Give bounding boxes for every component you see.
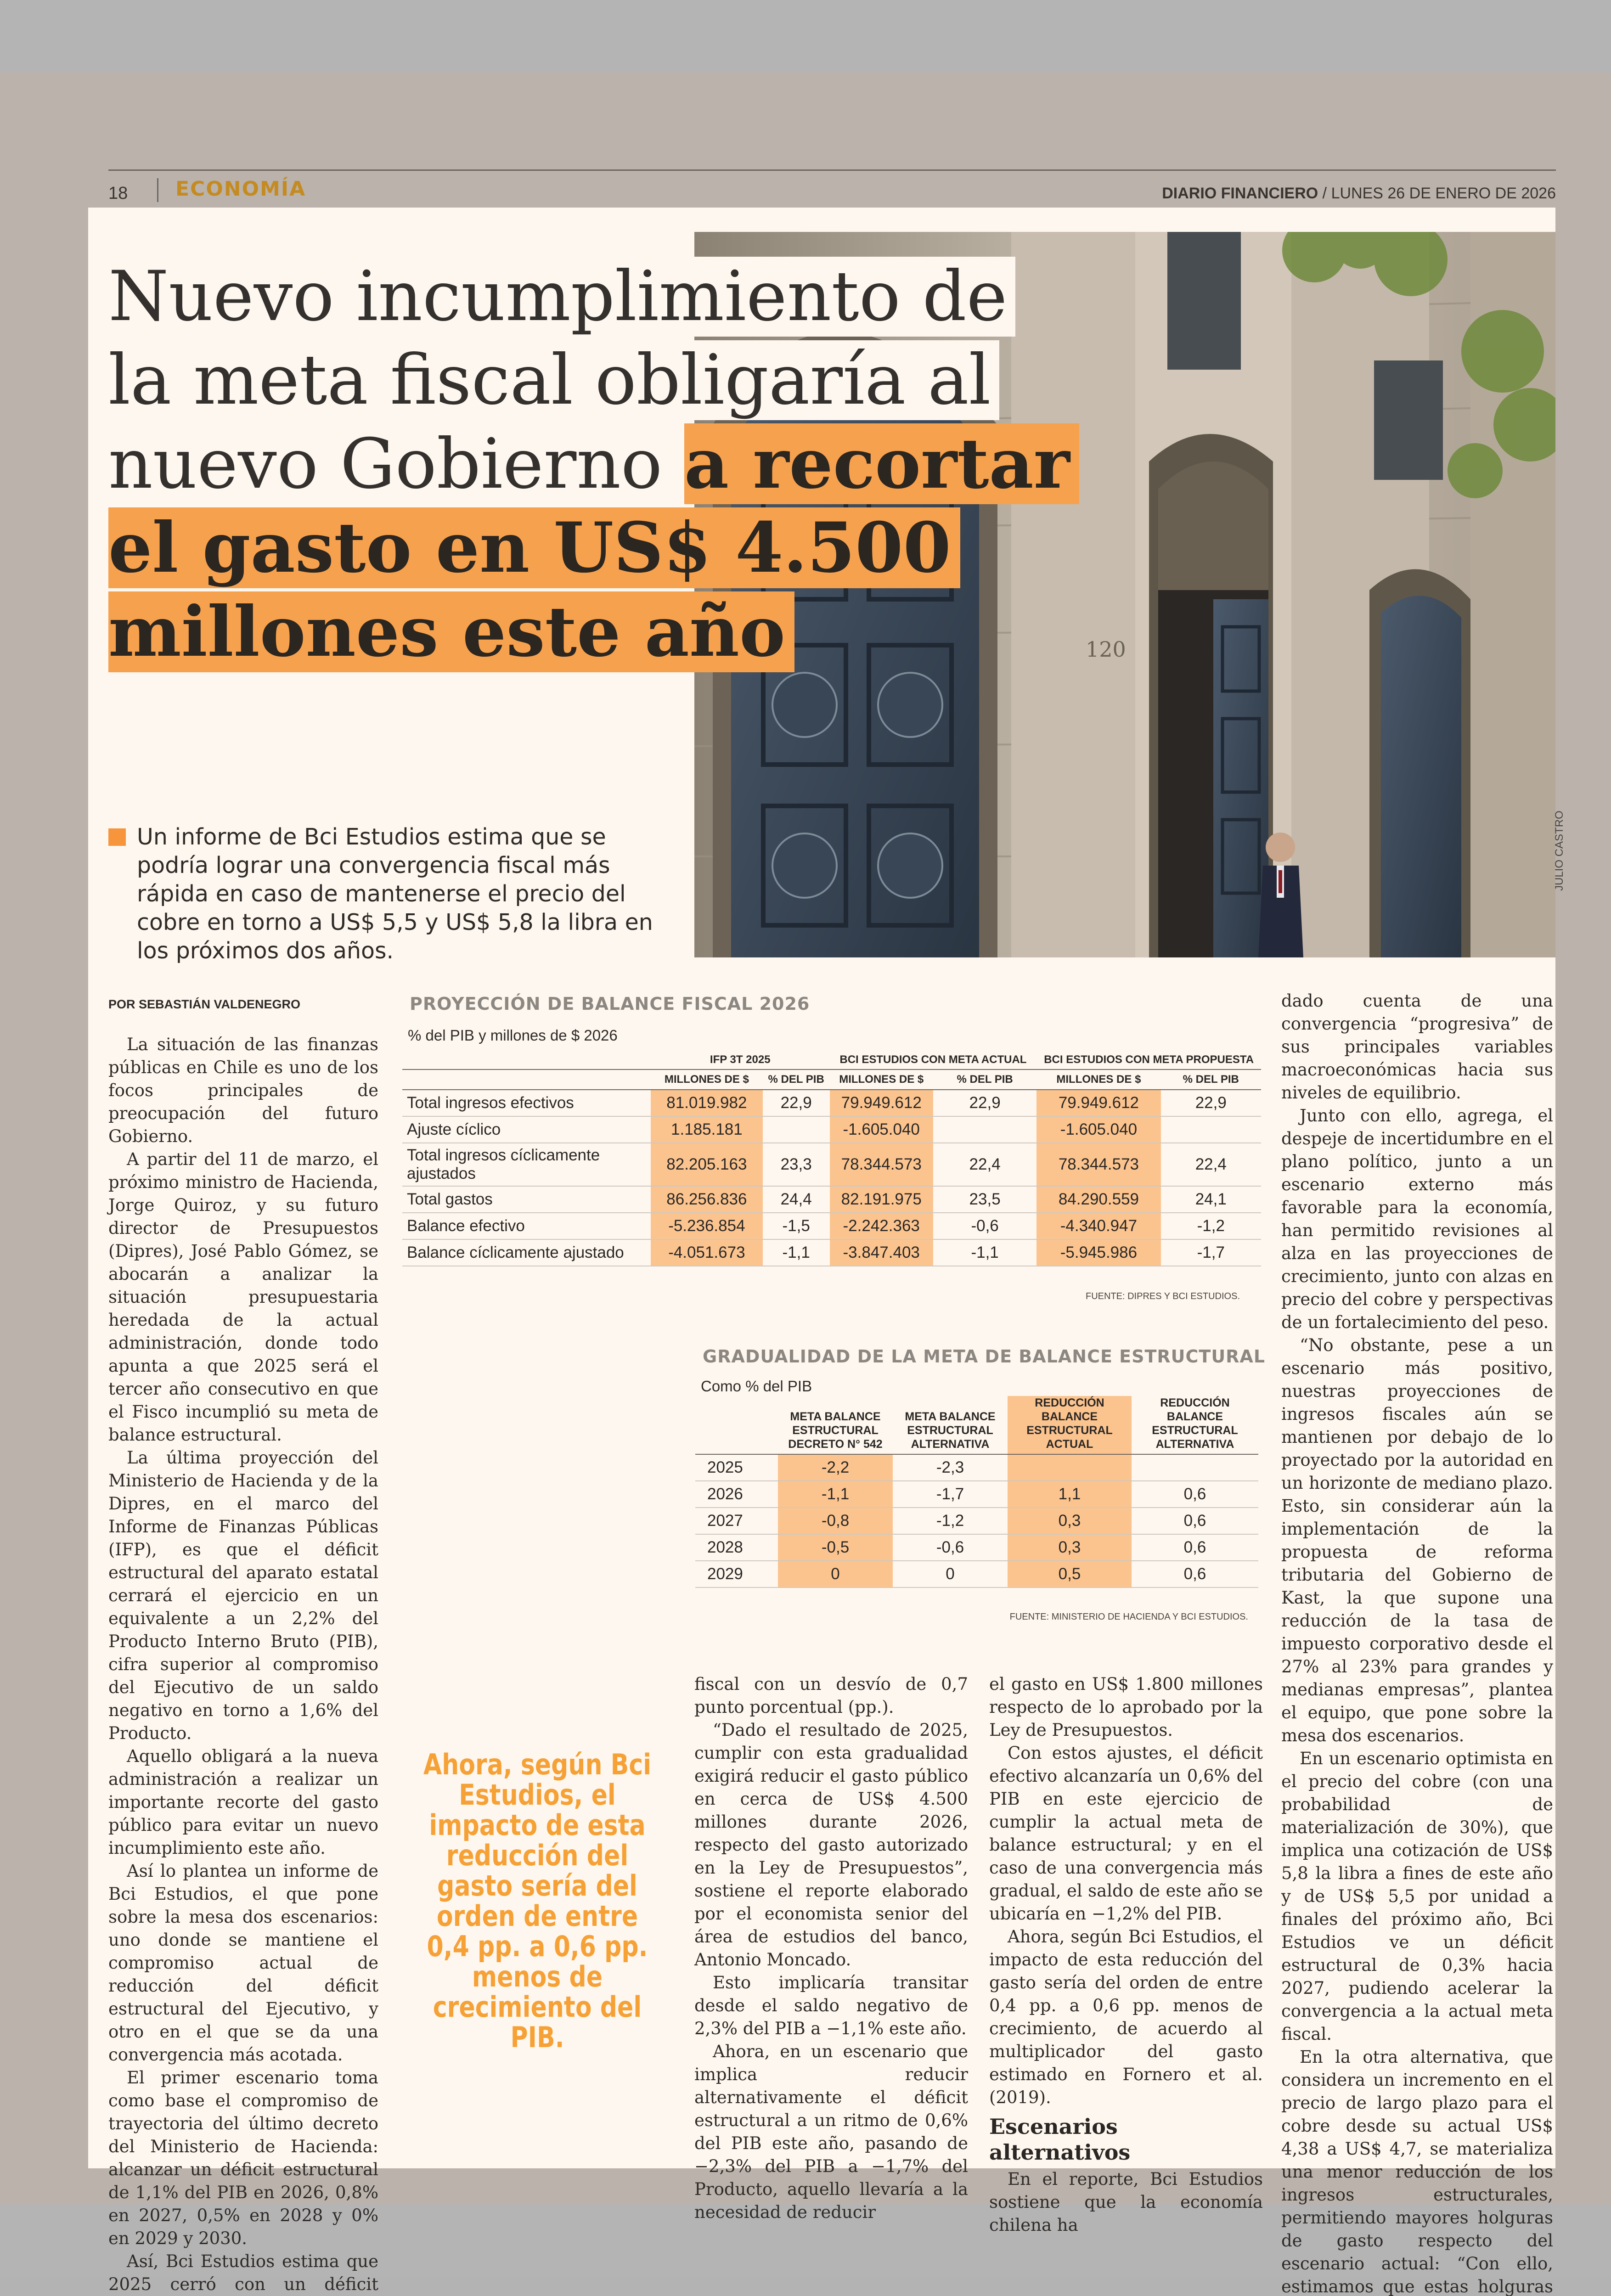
row-label: Total ingresos efectivos (402, 1090, 651, 1116)
table1-title: PROYECCIÓN DE BALANCE FISCAL 2026 (410, 994, 810, 1014)
table-row (402, 1116, 1261, 1143)
pull-quote: Ahora, según Bci Estudios, el impacto de esta reducción del gasto sería del orden de entre 0,4 pp. a 0,6 pp. menos de crecimiento del PIB. (423, 1748, 652, 2054)
column-header: % DEL PIB (933, 1069, 1036, 1090)
headline-highlight-3: millones este año (108, 591, 794, 672)
deck-text: Un informe de Bci Estudios estima que se podría lograr una convergencia fiscal más rápida en caso de mantenerse el precio del cobre en torno a US$ 5,5 y US$ 5,8 la libra en los próximos dos años. (137, 824, 653, 964)
paragraph: En un escenario optimista en el precio del cobre (con una probabilidad de materialización de 30%), que implica una cotización de US$ 5,8 la libra a fines de este año y de US$ 5,5 por unidad a finales del próximo año, Bci Estudios ve un déficit estructural de 0,3% hacia 2027, pudiendo acelerar la convergencia a la actual meta fiscal. (1281, 1749, 1553, 2044)
table2-subtitle: Como % del PIB (701, 1378, 812, 1395)
cell: -4.051.673 (651, 1239, 763, 1266)
table2-source: FUENTE: MINISTERIO DE HACIENDA Y BCI ESTUDIOS. (1009, 1612, 1248, 1622)
cell: 22,9 (1161, 1090, 1261, 1116)
section-label: ECONOMÍA (175, 177, 306, 201)
cell: 0,3 (1008, 1534, 1132, 1561)
table1-source: FUENTE: DIPRES Y BCI ESTUDIOS. (1086, 1291, 1240, 1301)
byline: POR SEBASTIÁN VALDENEGRO (108, 997, 301, 1011)
cell: 0 (778, 1561, 893, 1587)
cell: -1,1 (933, 1239, 1036, 1266)
headline-line-1: Nuevo incumplimiento de (108, 257, 1015, 337)
cell: 1.185.181 (651, 1116, 763, 1143)
table-row (695, 1561, 1258, 1587)
cell: -0,6 (893, 1534, 1008, 1561)
fiscal-balance-table (402, 1051, 1261, 1266)
table-row (402, 1186, 1261, 1213)
paragraph: Así, Bci Estudios estima que 2025 cerró con un déficit (108, 2251, 378, 2294)
column-header: % DEL PIB (763, 1069, 830, 1090)
table2-title: GRADUALIDAD DE LA META DE BALANCE ESTRUCTURAL (703, 1346, 1266, 1367)
cell: 22,9 (763, 1090, 830, 1116)
cell: -0,5 (778, 1534, 893, 1561)
table-row (695, 1481, 1258, 1508)
table-row (402, 1143, 1261, 1186)
paragraph: Con estos ajustes, el déficit efectivo alcanzaría un 0,6% del PIB en este ejercicio de cumplir la actual meta de balance estructural; y en el caso de una convergencia más gradual, el saldo de este año se ubicaría en −1,2% del PIB. (989, 1743, 1263, 1924)
photo-credit: JULIO CASTRO (1553, 810, 1566, 891)
cell: 84.290.559 (1036, 1186, 1160, 1213)
cell: 82.191.975 (830, 1186, 933, 1213)
paragraph: Ahora, según Bci Estudios, el impacto de esta reducción del gasto sería del orden de entre 0,4 pp. a 0,6 pp. menos de crecimiento, de acuerdo al multiplicador del gasto estimado en Fornero et al. (2019). (989, 1927, 1263, 2107)
cell: -0,6 (933, 1213, 1036, 1239)
cell: 86.256.836 (651, 1186, 763, 1213)
cell: 23,3 (763, 1143, 830, 1186)
table-row (402, 1239, 1261, 1266)
row-label: Balance cíclicamente ajustado (402, 1239, 651, 1266)
cell: 22,4 (1161, 1143, 1261, 1186)
paragraph: “Dado el resultado de 2025, cumplir con esta gradualidad exigirá reducir el gasto público en cerca de US$ 4.500 millones durante 2026, respecto del gasto autorizado en la Ley de Presupuestos”, sostiene el reporte elaborado por el economista senior del área de estudios del banco, Antonio Moncado. (694, 1720, 968, 1970)
cell: -2.242.363 (830, 1213, 933, 1239)
cell: -3.847.403 (830, 1239, 933, 1266)
headline-highlight-1: a recortar (684, 423, 1079, 504)
year-cell: 2027 (695, 1508, 778, 1534)
paragraph: En el reporte, Bci Estudios sostiene que la economía chilena ha (989, 2169, 1263, 2235)
year-cell: 2025 (695, 1454, 778, 1481)
column-4 (989, 1673, 1263, 2237)
column-header: MILLONES DE $ (1036, 1069, 1160, 1090)
table-row (402, 1213, 1261, 1239)
header-divider (157, 178, 158, 202)
row-label: Total ingresos cíclicamente ajustados (402, 1143, 651, 1186)
paragraph: Ahora, en un escenario que implica reducir alternativamente el déficit estructural a un ritmo de 0,6% del PIB este año, pasando de −2,3% del PIB a −1,7% del Producto, aquello llevaría a la necesidad de reducir (694, 2042, 968, 2222)
cell: 82.205.163 (651, 1143, 763, 1186)
cell: 1,1 (1008, 1481, 1132, 1508)
headline-highlight-2: el gasto en US$ 4.500 (108, 507, 960, 588)
cell: -2,3 (893, 1454, 1008, 1481)
year-cell: 2026 (695, 1481, 778, 1508)
cell: -2,2 (778, 1454, 893, 1481)
table-row (695, 1454, 1258, 1481)
paragraph: el gasto en US$ 1.800 millones respecto de lo aprobado por la Ley de Presupuestos. (989, 1674, 1263, 1740)
page-number: 18 (108, 184, 128, 203)
cell: 0 (893, 1561, 1008, 1587)
paragraph: fiscal con un desvío de 0,7 punto porcentual (pp.). (694, 1674, 968, 1717)
cell: 0,3 (1008, 1508, 1132, 1534)
cell: 78.344.573 (1036, 1143, 1160, 1186)
cell: 0,6 (1132, 1534, 1258, 1561)
paragraph: En la otra alternativa, que considera un incremento en el precio de largo plazo para el cobre desde su actual US$ 4,38 a US$ 4,7, se materializa una menor reducción de los ingresos estructurales, permitiendo mayores holguras de gasto respecto del escenario actual: “Con ello, estimamos que estas holguras (1281, 2047, 1553, 2296)
cell: -1,7 (893, 1481, 1008, 1508)
paragraph: “No obstante, pese a un escenario más positivo, nuestras proyecciones de ingresos fiscales aún se mantienen por debajo de lo proyectado por la autoridad en un horizonte de mediano plazo. Esto, sin considerar aún la implementación de la propuesta de reforma tributaria del Gobierno de Kast, la que supone una reducción de la tasa de impuesto corporativo desde el 27% al 23% para grandes y medianas empresas”, plantea el equipo, que pone sobre la mesa dos escenarios. (1281, 1335, 1553, 1745)
table-row (402, 1090, 1261, 1116)
cell: -1,1 (778, 1481, 893, 1508)
structural-balance-table (695, 1396, 1258, 1588)
cell: 0,6 (1132, 1508, 1258, 1534)
table1-subtitle: % del PIB y millones de $ 2026 (408, 1027, 618, 1044)
column-header: MILLONES DE $ (651, 1069, 763, 1090)
cell: 22,9 (933, 1090, 1036, 1116)
header-rule (108, 169, 1556, 171)
cell: -1,2 (1161, 1213, 1261, 1239)
issue-date: / LUNES 26 DE ENERO DE 2026 (1322, 185, 1556, 202)
headline-line-2: la meta fiscal obligaría al (108, 340, 999, 420)
cell: -1.605.040 (830, 1116, 933, 1143)
cell: -5.236.854 (651, 1213, 763, 1239)
headline (108, 255, 1079, 674)
door-number-text: 120 (1086, 637, 1126, 662)
year-cell: 2029 (695, 1561, 778, 1587)
paragraph: Junto con ello, agrega, el despeje de incertidumbre en el plano político, junto a un escenario externo más favorable para la economía, han permitido revisiones al alza en las proyecciones de crecimiento, junto con alzas en precio del cobre y perspectivas de un fortalecimiento del peso. (1281, 1106, 1553, 1332)
cell (763, 1116, 830, 1143)
table-row (695, 1534, 1258, 1561)
column-3 (694, 1673, 968, 2224)
paragraph: Así lo plantea un informe de Bci Estudios, el que pone sobre la mesa dos escenarios: uno donde se mantiene el compromiso actual de reducción del déficit estructural del Ejecutivo, y otro en el que se da una convergencia más acotada. (108, 1861, 378, 2065)
cell: 22,4 (933, 1143, 1036, 1186)
deck-bullet-icon (108, 828, 126, 846)
cell: -1.605.040 (1036, 1116, 1160, 1143)
paragraph: Esto implicaría transitar desde el saldo negativo de 2,3% del PIB a −1,1% este año. (694, 1973, 968, 2038)
paragraph: La situación de las finanzas públicas en Chile es uno de los focos principales de preocupación del futuro Gobierno. (108, 1035, 378, 1146)
cell (1161, 1116, 1261, 1143)
table-header-row (695, 1396, 1258, 1454)
top-margin-bar (0, 0, 1611, 73)
column-header: META BALANCE ESTRUCTURAL ALTERNATIVA (893, 1396, 1008, 1454)
column-header: % DEL PIB (1161, 1069, 1261, 1090)
cell: 0,5 (1008, 1561, 1132, 1587)
cell: 23,5 (933, 1186, 1036, 1213)
cell: 0,6 (1132, 1561, 1258, 1587)
row-label: Ajuste cíclico (402, 1116, 651, 1143)
cell: 78.344.573 (830, 1143, 933, 1186)
column-header: REDUCCIÓN BALANCE ESTRUCTURAL ACTUAL (1008, 1396, 1132, 1454)
cell: 79.949.612 (1036, 1090, 1160, 1116)
publication-name: DIARIO FINANCIERO (1162, 185, 1318, 202)
row-label: Total gastos (402, 1186, 651, 1213)
cell: 79.949.612 (830, 1090, 933, 1116)
cell: 24,1 (1161, 1186, 1261, 1213)
cell: -1,7 (1161, 1239, 1261, 1266)
cell: -4.340.947 (1036, 1213, 1160, 1239)
cell: 81.019.982 (651, 1090, 763, 1116)
column-header: MILLONES DE $ (830, 1069, 933, 1090)
paragraph: dado cuenta de una convergencia “progresiva” de sus principales variables macroeconómicas hacia sus niveles de equilibrio. (1281, 991, 1553, 1103)
column-header: REDUCCIÓN BALANCE ESTRUCTURAL ALTERNATIVA (1132, 1396, 1258, 1454)
table-row (695, 1508, 1258, 1534)
row-label: Balance efectivo (402, 1213, 651, 1239)
column-header: META BALANCE ESTRUCTURAL DECRETO N° 542 (778, 1396, 893, 1454)
cell: -1,1 (763, 1239, 830, 1266)
table-subheaders (402, 1069, 1261, 1090)
group-header: BCI ESTUDIOS CON META PROPUESTA (1036, 1051, 1261, 1069)
masthead (1162, 185, 1556, 203)
table-header-groups (402, 1051, 1261, 1069)
column-5 (1281, 990, 1553, 2296)
cell: -1,2 (893, 1508, 1008, 1534)
cell (1132, 1454, 1258, 1481)
deck (108, 823, 669, 965)
cell: 24,4 (763, 1186, 830, 1213)
paragraph: La última proyección del Ministerio de Hacienda y de la Dipres, en el marco del Informe de Finanzas Públicas (IFP), es que el déficit estructural del aparato estatal cerrará el ejercicio en un equivalente a un 2,2% del Producto Interno Bruto (PIB), cifra superior al compromiso del Ejecutivo de un saldo negativo en torno a 1,6% del Producto. (108, 1448, 378, 1743)
cell: -0,8 (778, 1508, 893, 1534)
cell (933, 1116, 1036, 1143)
column-1 (108, 1033, 378, 2296)
paragraph: A partir del 11 de marzo, el próximo ministro de Hacienda, Jorge Quiroz, y su futuro director de Presupuestos (Dipres), José Pablo Gómez, se abocarán a analizar la situación presupuestaria heredada de la actual administración, donde todo apunta a que 2025 será el tercer año consecutivo en que el Fisco incumplió su meta de balance estructural. (108, 1149, 378, 1445)
group-header: BCI ESTUDIOS CON META ACTUAL (830, 1051, 1037, 1069)
cell (1008, 1454, 1132, 1481)
cell: 0,6 (1132, 1481, 1258, 1508)
cell: -1,5 (763, 1213, 830, 1239)
group-header: IFP 3T 2025 (651, 1051, 830, 1069)
paragraph: Aquello obligará a la nueva administración a realizar un importante recorte del gasto público para evitar un nuevo incumplimiento este año. (108, 1746, 378, 1858)
headline-line-3: nuevo Gobierno (108, 424, 684, 504)
subhead: Escenarios alternativos (989, 2114, 1131, 2165)
cell: -5.945.986 (1036, 1239, 1160, 1266)
paragraph: El primer escenario toma como base el compromiso de trayectoria del último decreto del Ministerio de Hacienda: alcanzar un déficit estructural de 1,1% del PIB en 2026, 0,8% en 2027, 0,5% en 2028 y 0% en 2029 y 2030. (108, 2068, 378, 2248)
year-cell: 2028 (695, 1534, 778, 1561)
